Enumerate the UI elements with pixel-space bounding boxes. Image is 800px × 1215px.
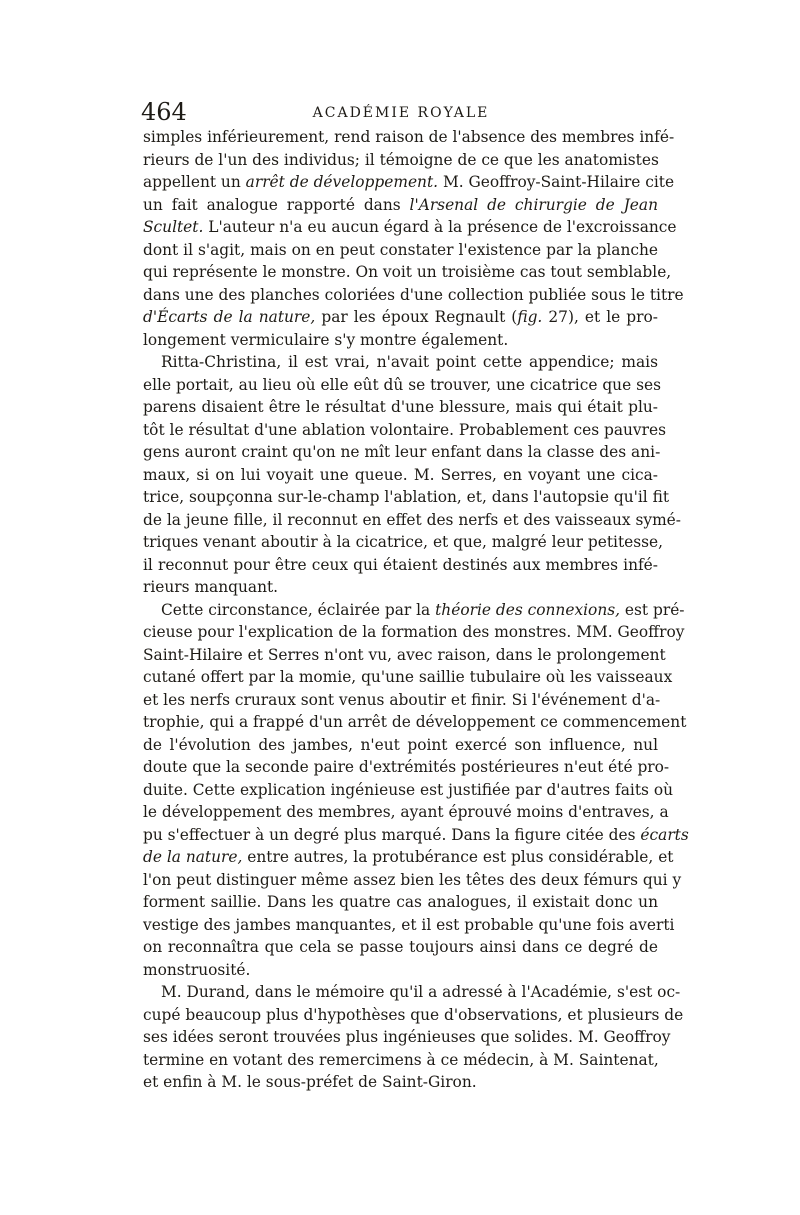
- italic-segment: l'Arsenal de chirurgie de Jean: [409, 195, 658, 214]
- text-line: [143, 329, 658, 352]
- text-segment: gens auront craint qu'on ne mît leur enfant dans la classe des ani-: [143, 443, 661, 461]
- text-line: [143, 531, 664, 554]
- text-segment: Cette circonstance, éclairée par la: [161, 600, 436, 619]
- text-segment: cupé beaucoup plus d'hypothèses que d'observations, et plusieurs de: [143, 1005, 684, 1024]
- text-line: [143, 621, 685, 644]
- text-segment: par les époux Regnault (: [315, 308, 518, 326]
- text-segment: triques venant aboutir à la cicatrice, et que, malgré leur petitesse,: [143, 533, 664, 551]
- text-segment: M. Durand, dans le mémoire qu'il a adressé à l'Académie, s'est oc-: [161, 983, 681, 1001]
- text-segment: parens disaient être le résultat d'une blessure, mais qui était plu-: [143, 398, 658, 416]
- italic-segment: de la nature,: [143, 848, 243, 866]
- text-line: [143, 914, 675, 937]
- text-line: [143, 419, 666, 442]
- running-head: ACADÉMIE ROYALE: [312, 105, 490, 121]
- text-line: [143, 171, 675, 194]
- text-segment: appellent un: [143, 173, 246, 191]
- text-line: [143, 194, 658, 217]
- italic-segment: d'Écarts de la nature,: [143, 308, 316, 326]
- text-line: [143, 779, 674, 802]
- italic-segment: théorie des connexions,: [435, 600, 621, 619]
- text-line: [143, 734, 658, 757]
- text-segment: entre autres, la protubérance est plus considérable, et: [242, 848, 674, 866]
- text-segment: rieurs manquant.: [143, 578, 279, 596]
- text-segment: Saint-Hilaire et Serres n'ont vu, avec raison, dans le prolongement: [143, 645, 666, 664]
- text-segment: M. Geoffroy-Saint-Hilaire cite: [438, 173, 675, 191]
- text-segment: qui représente le monstre. On voit un troisième cas tout semblable,: [143, 263, 672, 281]
- text-segment: cieuse pour l'explication de la formation des monstres. MM. Geoffroy: [143, 623, 685, 641]
- text-segment: trice, soupçonna sur-le-champ l'ablation, et, dans l'autopsie qu'il fit: [143, 488, 670, 506]
- text-line: [143, 284, 684, 307]
- text-segment: de la jeune fille, il reconnut en effet des nerfs et des vaisseaux symé-: [143, 510, 681, 529]
- text-segment: l'on peut distinguer même assez bien les têtes des deux fémurs qui y: [143, 870, 682, 889]
- text-segment: doute que la seconde paire d'extrémités postérieures n'eut été pro-: [143, 758, 670, 776]
- text-line: [143, 126, 675, 149]
- text-line: [143, 981, 681, 1004]
- text-segment: ses idées seront trouvées plus ingénieuses que solides. M. Geoffroy: [143, 1028, 671, 1046]
- text-segment: tôt le résultat d'une ablation volontaire. Probablement ces pauvres: [143, 420, 666, 439]
- text-line: [143, 711, 687, 734]
- page-number: 464: [141, 98, 187, 126]
- text-line: [143, 216, 677, 239]
- italic-segment: arrêt de développement.: [245, 173, 439, 191]
- text-line: [143, 1026, 671, 1049]
- text-segment: on reconnaîtra que cela se passe toujours ainsi dans ce degré de: [143, 938, 658, 956]
- text-segment: Ritta-Christina, il est vrai, n'avait point cette appendice; mais: [161, 353, 658, 371]
- text-line: [143, 801, 669, 824]
- text-segment: simples inférieurement, rend raison de l'absence des membres infé-: [143, 128, 675, 146]
- text-segment: et enfin à M. le sous-préfet de Saint-Giron.: [143, 1073, 477, 1091]
- text-segment: longement vermiculaire s'y montre également.: [143, 330, 509, 349]
- text-line: [143, 756, 670, 779]
- text-line: [143, 486, 670, 509]
- text-segment: elle portait, au lieu où elle eût dû se trouver, une cicatrice que ses: [143, 375, 661, 394]
- text-line: [143, 261, 672, 284]
- text-segment: L'auteur n'a eu aucun égard à la présence de l'excroissance: [203, 218, 677, 236]
- text-line: [143, 464, 658, 487]
- body-text: [143, 126, 689, 1094]
- text-line: [143, 554, 658, 577]
- text-line: [143, 644, 666, 667]
- page-header: [141, 97, 661, 129]
- text-line: [143, 936, 658, 959]
- text-segment: vestige des jambes manquantes, et il est probable qu'une fois averti: [143, 915, 675, 934]
- text-segment: duite. Cette explication ingénieuse est justifiée par d'autres faits où: [143, 780, 674, 799]
- text-segment: de l'évolution des jambes, n'eut point exercé son influence, nul: [143, 735, 658, 754]
- text-line: [143, 689, 661, 712]
- text-segment: est pré-: [620, 600, 685, 619]
- text-segment: forment saillie. Dans les quatre cas analogues, il existait donc un: [143, 893, 658, 911]
- text-line: [143, 441, 661, 464]
- text-line: [143, 824, 689, 847]
- text-line: [143, 1004, 684, 1027]
- text-line: [143, 239, 658, 262]
- text-line: [143, 846, 674, 869]
- text-segment: cutané offert par la momie, qu'une saillie tubulaire où les vaisseaux: [143, 668, 673, 686]
- italic-segment: fig.: [517, 308, 543, 326]
- text-line: [143, 959, 658, 982]
- italic-segment: écarts: [640, 825, 689, 844]
- text-line: [143, 351, 658, 374]
- text-segment: rieurs de l'un des individus; il témoigne de ce que les anatomistes: [143, 150, 659, 169]
- text-line: [143, 306, 658, 329]
- text-segment: maux, si on lui voyait une queue. M. Serres, en voyant une cica-: [143, 465, 658, 484]
- text-segment: dont il s'agit, mais on en peut constater l'existence par la planche: [143, 240, 658, 259]
- text-segment: monstruosité.: [143, 960, 251, 979]
- text-segment: dans une des planches coloriées d'une collection publiée sous le titre: [143, 285, 684, 304]
- text-segment: un fait analogue rapporté dans: [143, 195, 410, 214]
- text-segment: termine en votant des remercimens à ce médecin, à M. Saintenat,: [143, 1050, 659, 1069]
- text-line: [143, 666, 673, 689]
- text-line: [143, 869, 682, 892]
- text-line: [143, 1049, 658, 1072]
- text-line: [143, 576, 658, 599]
- text-line: [143, 1071, 658, 1094]
- text-segment: 27), et le pro-: [542, 308, 658, 326]
- text-segment: pu s'effectuer à un degré plus marqué. Dans la figure citée des: [143, 825, 641, 844]
- text-segment: il reconnut pour être ceux qui étaient destinés aux membres infé-: [143, 555, 658, 574]
- text-segment: et les nerfs cruraux sont venus aboutir et finir. Si l'événement d'a-: [143, 690, 661, 709]
- text-segment: le développement des membres, ayant éprouvé moins d'entraves, a: [143, 803, 669, 821]
- text-line: [143, 599, 685, 622]
- text-line: [143, 891, 658, 914]
- italic-segment: Scultet.: [143, 218, 204, 236]
- text-line: [143, 396, 658, 419]
- text-line: [143, 509, 681, 532]
- text-segment: trophie, qui a frappé d'un arrêt de développement ce commencement: [143, 713, 687, 731]
- text-line: [143, 374, 661, 397]
- text-line: [143, 149, 658, 172]
